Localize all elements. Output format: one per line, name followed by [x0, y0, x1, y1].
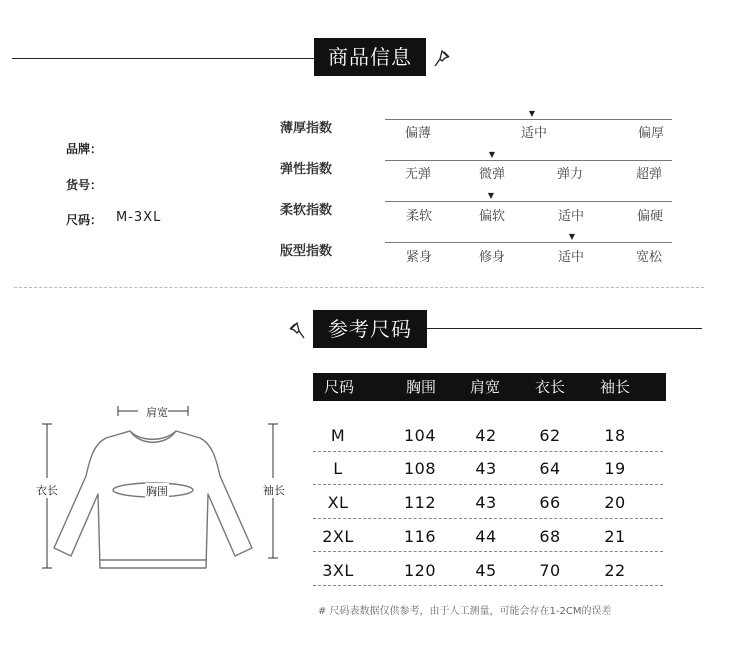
cell-length: 68	[539, 527, 561, 546]
fit-index-label: 版型指数	[280, 244, 333, 259]
fit-selected-marker: ▼	[568, 232, 576, 241]
cell-shoulder: 43	[475, 493, 497, 512]
title-rule-left	[12, 58, 314, 59]
row-separator	[313, 451, 663, 452]
row-separator	[313, 518, 663, 519]
cell-sleeve: 21	[604, 527, 626, 546]
softness-selected-marker: ▼	[487, 191, 495, 200]
fit-option: 适中	[557, 250, 585, 265]
thickness-option: 适中	[520, 126, 548, 141]
cell-sleeve: 22	[604, 561, 626, 580]
cell-shoulder: 45	[475, 561, 497, 580]
fit-option: 修身	[478, 250, 506, 265]
elasticity-index-label: 弹性指数	[280, 162, 333, 177]
fit-option: 宽松	[635, 250, 663, 265]
cell-size: M	[330, 426, 346, 445]
cell-chest: 104	[403, 426, 437, 445]
softness-option: 偏硬	[636, 209, 664, 224]
cell-length: 62	[539, 426, 561, 445]
cell-sleeve: 19	[604, 459, 626, 478]
fit-scale-line	[385, 242, 672, 243]
cell-size: 3XL	[322, 561, 354, 580]
sleeve-measure-label: 袖长	[263, 484, 285, 497]
cell-size: L	[333, 459, 343, 478]
cell-size: XL	[327, 493, 349, 512]
pushpin-icon	[286, 320, 308, 342]
cell-size: 2XL	[322, 527, 354, 546]
cell-shoulder: 43	[475, 459, 497, 478]
thickness-option: 偏厚	[637, 126, 665, 141]
row-separator	[313, 585, 663, 586]
cell-sleeve: 18	[604, 426, 626, 445]
elasticity-scale-line	[385, 160, 672, 161]
cell-chest: 120	[403, 561, 437, 580]
cell-length: 64	[539, 459, 561, 478]
cell-length: 70	[539, 561, 561, 580]
title-rule-right	[427, 328, 702, 329]
length-measure-label: 衣长	[36, 484, 58, 497]
header-chest: 胸围	[405, 378, 437, 396]
header-length: 衣长	[534, 378, 566, 396]
thickness-index-label: 薄厚指数	[280, 121, 333, 136]
thickness-selected-marker: ▼	[528, 109, 536, 118]
softness-index-label: 柔软指数	[280, 203, 333, 218]
header-sleeve: 袖长	[599, 378, 631, 396]
row-separator	[313, 551, 663, 552]
cell-chest: 112	[403, 493, 437, 512]
elasticity-option: 无弹	[404, 167, 432, 182]
softness-option: 偏软	[478, 209, 506, 224]
thickness-scale-line	[385, 119, 672, 120]
elasticity-option: 弹力	[556, 167, 584, 182]
product-info-title: 商品信息	[314, 38, 426, 76]
section-divider	[14, 287, 704, 288]
softness-scale-line	[385, 201, 672, 202]
pushpin-icon	[431, 48, 453, 70]
chest-measure-label: 胸围	[146, 485, 168, 498]
item-no-label: 货号：	[66, 178, 103, 192]
size-label: 尺码：	[66, 213, 103, 227]
elasticity-option: 微弹	[478, 167, 506, 182]
cell-chest: 116	[403, 527, 437, 546]
cell-shoulder: 44	[475, 527, 497, 546]
row-separator	[313, 484, 663, 485]
cell-sleeve: 20	[604, 493, 626, 512]
size-range-value: M-3XL	[116, 210, 162, 225]
elasticity-selected-marker: ▼	[488, 150, 496, 159]
softness-option: 适中	[557, 209, 585, 224]
brand-label: 品牌：	[66, 142, 103, 156]
header-shoulder: 肩宽	[469, 378, 501, 396]
fit-option: 紧身	[405, 250, 433, 265]
size-reference-title: 参考尺码	[313, 310, 427, 348]
shoulder-measure-label: 肩宽	[146, 406, 168, 419]
elasticity-option: 超弹	[635, 167, 663, 182]
size-table-header	[313, 373, 666, 401]
sweater-diagram	[40, 398, 300, 588]
header-size: 尺码	[323, 378, 355, 396]
cell-length: 66	[539, 493, 561, 512]
size-note: # 尺码表数据仅供参考，由于人工测量，可能会存在1-2CM的误差	[318, 606, 612, 617]
softness-option: 柔软	[405, 209, 433, 224]
thickness-option: 偏薄	[404, 126, 432, 141]
cell-chest: 108	[403, 459, 437, 478]
cell-shoulder: 42	[475, 426, 497, 445]
